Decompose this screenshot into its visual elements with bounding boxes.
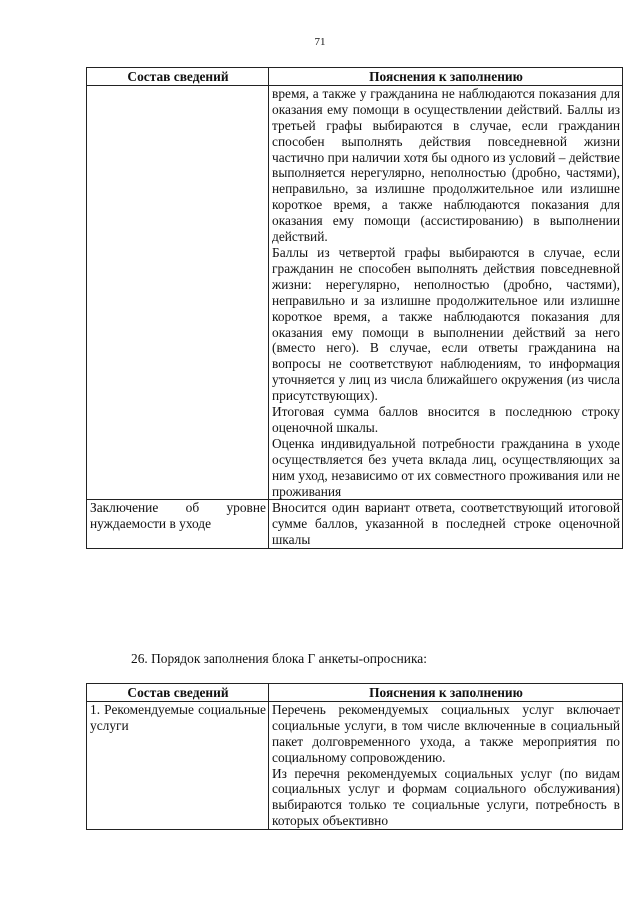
- composition-cell: 1. Рекомендуемые социальные услуги: [87, 701, 269, 829]
- composition-cell: Заключение об уровне нуждаемости в уходе: [87, 500, 269, 549]
- table-row: [87, 85, 623, 500]
- paragraph: время, а также у гражданина не наблюдаются показания для оказания ему помощи в осуществлении действий. Баллы из третьей графы выбираются в случае, если гражданин способен выполнять действия повседневной жизни частично при наличии хотя бы одного из условий – действие выполняется нерегулярно, неполностью (дробно, частями), неправильно, за излишне продолжительное или излишне короткое время, а также наблюдаются показания для оказания ему помощи (ассистированию) в выполнении действий.: [272, 85, 620, 245]
- paragraph: Перечень рекомендуемых социальных услуг включает социальные услуги, в том числе включенные в социальный пакет долговременного ухода, а также мероприятия по социальному сопровождению.: [272, 701, 620, 765]
- paragraph: Итоговая сумма баллов вносится в последнюю строку оценочной шкалы.: [272, 404, 620, 435]
- column-header-explanations: Пояснения к заполнению: [269, 68, 623, 86]
- block-g-table: [86, 683, 623, 830]
- column-header-composition: Состав сведений: [87, 68, 269, 86]
- paragraph: Из перечня рекомендуемых социальных услуг (по видам социальных услуг и формам социального обслуживания) выбираются только те социальные услуги, потребность в которых объективно: [272, 765, 620, 829]
- explanation-cell: [269, 701, 623, 829]
- page-number: 71: [314, 36, 326, 48]
- column-header-composition: Состав сведений: [87, 684, 269, 702]
- paragraph: Оценка индивидуальной потребности гражданина в уходе осуществляется без учета вклада лиц, осуществляющих за ним уход, независимо от их совместного проживания или не проживания: [272, 435, 620, 499]
- paragraph: Баллы из четвертой графы выбираются в случае, если гражданин не способен выполнять действия повседневной жизни: нерегулярно, неполностью (дробно, частями), неправильно и за излишне продолжительное или излишне короткое время, а также наблюдаются показания для оказания ему помощи в выполнении действий за него (вместо него). В случае, если ответы гражданина на вопросы не соответствуют наблюдениям, то информация уточняется у лиц из числа ближайшего окружения (из числа присутствующих).: [272, 244, 620, 404]
- table-header-row: [87, 684, 623, 702]
- explanation-cell: [269, 85, 623, 500]
- composition-cell: [87, 85, 269, 500]
- table-header-row: [87, 68, 623, 86]
- explanation-cell: Вносится один вариант ответа, соответствующий итоговой сумме баллов, указанной в последней строке оценочной шкалы: [269, 500, 623, 549]
- column-header-explanations: Пояснения к заполнению: [269, 684, 623, 702]
- table-row: [87, 500, 623, 549]
- table-row: [87, 701, 623, 829]
- section-caption: 26. Порядок заполнения блока Г анкеты-опросника:: [131, 651, 427, 666]
- criteria-explanation-table: [86, 67, 623, 549]
